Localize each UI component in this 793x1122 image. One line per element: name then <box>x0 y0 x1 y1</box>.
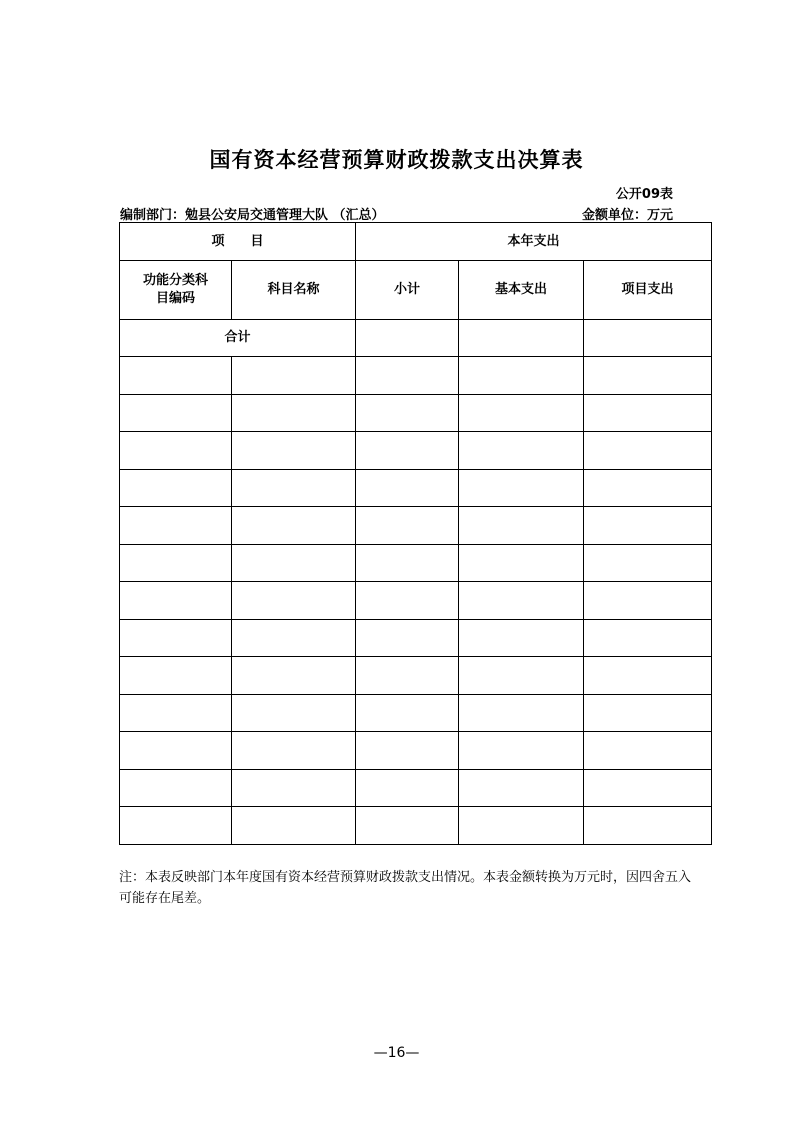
table-row <box>120 432 712 470</box>
project-cell <box>584 394 712 432</box>
subject-name-cell <box>232 732 356 770</box>
table-row <box>120 657 712 695</box>
subject-name-cell <box>232 619 356 657</box>
project-cell <box>584 507 712 545</box>
basic-cell <box>459 769 584 807</box>
page-title: 国有资本经营预算财政拨款支出决算表 <box>209 148 584 172</box>
header-subtotal: 小计 <box>356 261 459 320</box>
subtotal-cell <box>356 507 459 545</box>
table-row <box>120 807 712 845</box>
header-function-code: 功能分类科目编码 <box>120 261 232 320</box>
total-project-cell <box>584 320 712 357</box>
table-row <box>120 619 712 657</box>
department-label: 编制部门：勉县公安局交通管理大队 （汇总） <box>120 208 385 223</box>
function-code-cell <box>120 582 232 620</box>
project-cell <box>584 619 712 657</box>
project-cell <box>584 657 712 695</box>
project-cell <box>584 544 712 582</box>
table-row <box>120 469 712 507</box>
subtotal-cell <box>356 394 459 432</box>
header-subject-name: 科目名称 <box>232 261 356 320</box>
subject-name-cell <box>232 769 356 807</box>
function-code-cell <box>120 357 232 395</box>
form-code: 公开09表 <box>615 187 673 202</box>
basic-cell <box>459 507 584 545</box>
project-cell <box>584 769 712 807</box>
basic-cell <box>459 432 584 470</box>
project-cell <box>584 732 712 770</box>
basic-cell <box>459 807 584 845</box>
function-code-cell <box>120 507 232 545</box>
subtotal-cell <box>356 582 459 620</box>
expenditure-table <box>119 222 712 845</box>
function-code-cell <box>120 657 232 695</box>
subject-name-cell <box>232 432 356 470</box>
function-code-cell <box>120 394 232 432</box>
header-basic-expenditure: 基本支出 <box>459 261 584 320</box>
basic-cell <box>459 694 584 732</box>
basic-cell <box>459 357 584 395</box>
subject-name-cell <box>232 807 356 845</box>
table-row <box>120 394 712 432</box>
subject-name-cell <box>232 694 356 732</box>
subtotal-cell <box>356 732 459 770</box>
function-code-cell <box>120 619 232 657</box>
function-code-cell <box>120 732 232 770</box>
project-cell <box>584 582 712 620</box>
subtotal-cell <box>356 807 459 845</box>
function-code-cell <box>120 544 232 582</box>
total-row <box>120 320 712 357</box>
total-label: 合计 <box>120 320 356 357</box>
project-cell <box>584 694 712 732</box>
subtotal-cell <box>356 469 459 507</box>
subject-name-cell <box>232 394 356 432</box>
subject-name-cell <box>232 544 356 582</box>
function-code-cell <box>120 432 232 470</box>
subject-name-cell <box>232 357 356 395</box>
basic-cell <box>459 657 584 695</box>
function-code-cell <box>120 469 232 507</box>
table-note: 注：本表反映部门本年度国有资本经营预算财政拨款支出情况。本表金额转换为万元时，因四舍五入可能存在尾差。 <box>119 870 692 906</box>
basic-cell <box>459 394 584 432</box>
table-row <box>120 769 712 807</box>
subtotal-cell <box>356 432 459 470</box>
table-row <box>120 507 712 545</box>
subtotal-cell <box>356 619 459 657</box>
header-project-expenditure: 项目支出 <box>584 261 712 320</box>
subtotal-cell <box>356 769 459 807</box>
total-basic-cell <box>459 320 584 357</box>
project-cell <box>584 432 712 470</box>
amount-unit-label: 金额单位：万元 <box>581 208 673 223</box>
basic-cell <box>459 582 584 620</box>
basic-cell <box>459 469 584 507</box>
project-cell <box>584 357 712 395</box>
table-row <box>120 582 712 620</box>
subject-name-cell <box>232 507 356 545</box>
basic-cell <box>459 544 584 582</box>
function-code-cell <box>120 769 232 807</box>
subject-name-cell <box>232 582 356 620</box>
table-header-row-1 <box>120 223 712 261</box>
table-row <box>120 694 712 732</box>
page-number: —16— <box>373 1045 420 1061</box>
table-row <box>120 544 712 582</box>
header-item: 项 目 <box>120 223 356 261</box>
basic-cell <box>459 732 584 770</box>
header-current-year: 本年支出 <box>356 223 712 261</box>
subtotal-cell <box>356 544 459 582</box>
basic-cell <box>459 619 584 657</box>
subject-name-cell <box>232 657 356 695</box>
subtotal-cell <box>356 357 459 395</box>
table-header-row-2 <box>120 261 712 320</box>
subtotal-cell <box>356 694 459 732</box>
project-cell <box>584 807 712 845</box>
subtotal-cell <box>356 657 459 695</box>
project-cell <box>584 469 712 507</box>
subject-name-cell <box>232 469 356 507</box>
table-row <box>120 357 712 395</box>
function-code-cell <box>120 807 232 845</box>
table-row <box>120 732 712 770</box>
total-subtotal-cell <box>356 320 459 357</box>
function-code-cell <box>120 694 232 732</box>
